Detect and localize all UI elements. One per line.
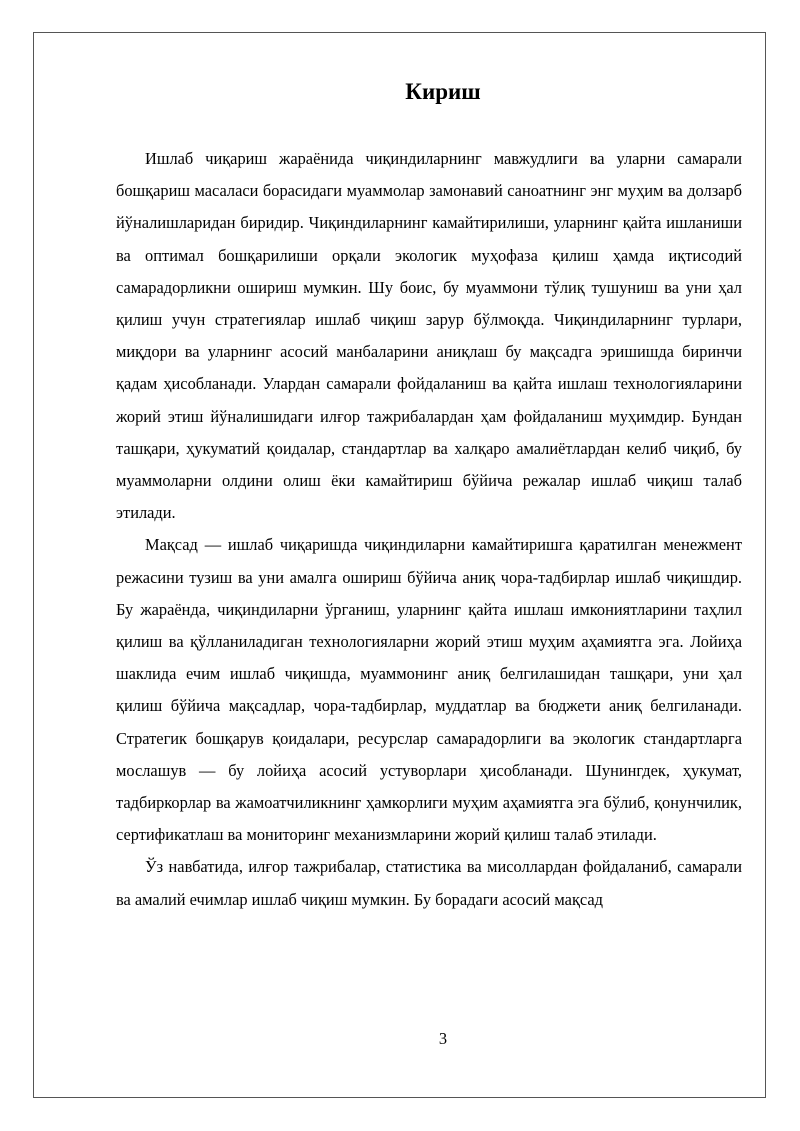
document-body (116, 143, 742, 916)
page-title: Кириш (405, 79, 481, 104)
paragraph-introduction: Ишлаб чиқариш жараёнида чиқиндиларнинг мавжудлиги ва уларни самарали бошқариш масаласи борасидаги муаммолар замонавий саноатнинг энг муҳим ва долзарб йўналишларидан биридир. Чиқиндиларнинг камайтирилиши, уларнинг қайта ишланиши ва оптимал бошқарилиши орқали экологик муҳофаза қилиш ҳамда иқтисодий самарадорликни ошириш мумкин. Шу боис, бу муаммони тўлиқ тушуниш ва уни ҳал қилиш учун стратегиялар ишлаб чиқиш зарур бўлмоқда. Чиқиндиларнинг турлари, миқдори ва уларнинг асосий манбаларини аниқлаш бу мақсадга эришишда биринчи қадам ҳисобланади. Улардан самарали фойдаланиш ва қайта ишлаш технологияларини жорий этиш йўналишидаги илғор тажрибалардан ҳам фойдаланиш муҳимдир. Бундан ташқари, ҳукуматий қоидалар, стандартлар ва халқаро амалиётлардан келиб чиқиб, бу муаммоларни олдини олиш ёки камайтириш бўйича режалар ишлаб чиқиш талаб этилади. (116, 149, 742, 523)
paragraph-goal: Мақсад — ишлаб чиқаришда чиқиндиларни камайтиришга қаратилган менежмент режасини тузиш ва уни амалга ошириш бўйича аниқ чора-тадбирлар ишлаб чиқишдир. Бу жараёнда, чиқиндиларни ўрганиш, уларнинг қайта ишлаш имкониятларини таҳлил қилиш ва қўлланиладиган технологияларни жорий этиш муҳим аҳамиятга эга. Лойиҳа шаклида ечим ишлаб чиқишда, муаммонинг аниқ белгилашидан ташқари, уни ҳал қилиш бўйича мақсадлар, чора-тадбирлар, муддатлар ва бюджети аниқ белгиланади. Стратегик бошқарув қоидалари, ресурслар самарадорлиги ва экологик стандартларга мослашув — бу лойиҳа асосий устуворлари ҳисобланади. Шунингдек, ҳукумат, тадбиркорлар ва жамоатчиликнинг ҳамкорлиги муҳим аҳамиятга эга бўлиб, қонунчилик, сертификатлаш ва мониторинг механизмларини жорий қилиш талаб этилади. (116, 535, 742, 845)
page-number: 3 (438, 1029, 448, 1048)
paragraph-practices: Ўз навбатида, илғор тажрибалар, статистика ва мисоллардан фойдаланиб, самарали ва амалий ечимлар ишлаб чиқиш мумкин. Бу борадаги асосий мақсад (116, 857, 742, 909)
